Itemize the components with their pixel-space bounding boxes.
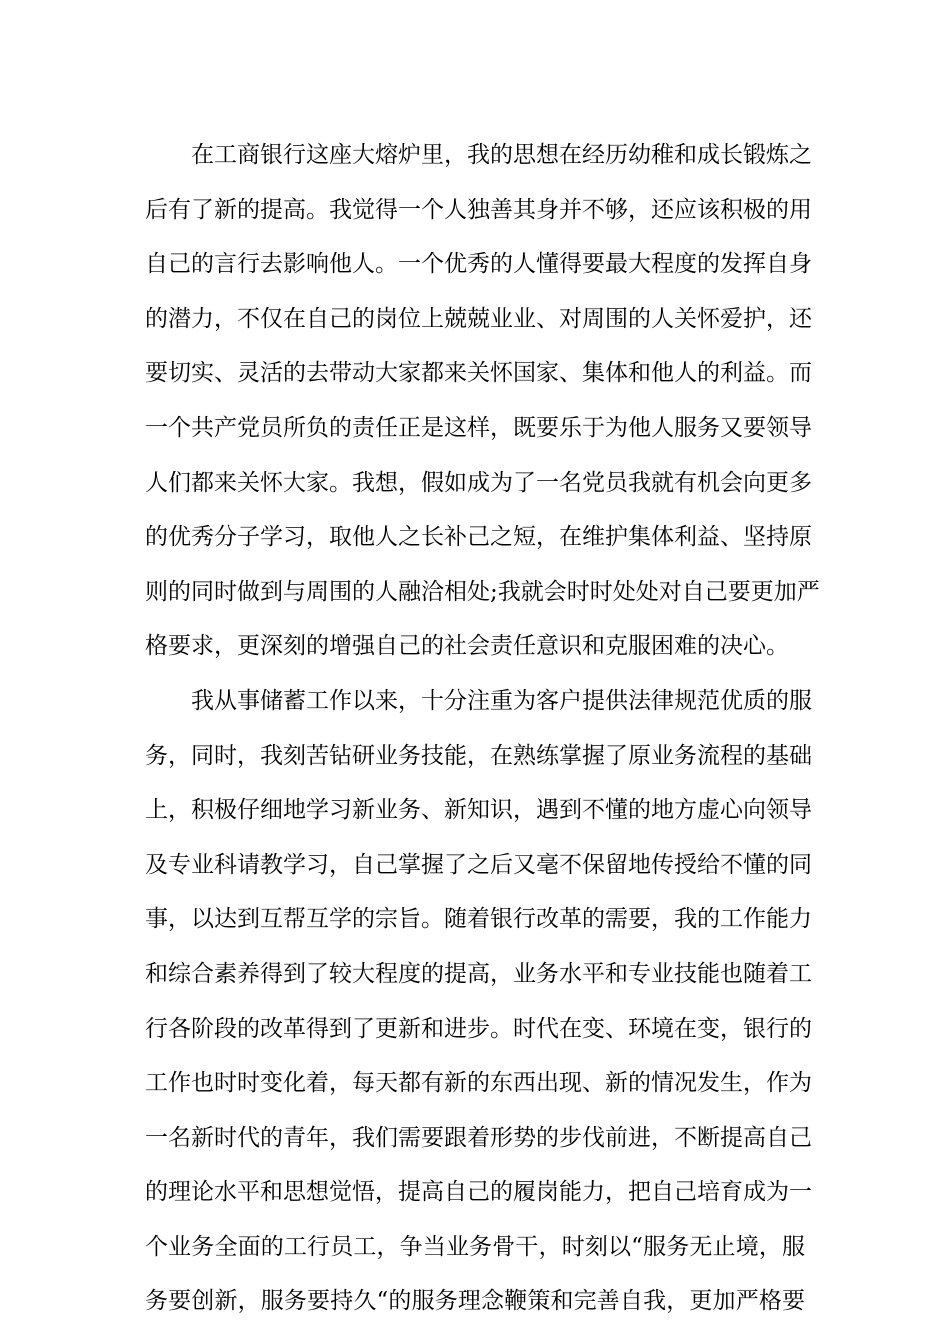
text-line: 的潜力，不仅在自己的岗位上兢兢业业、对周围的人关怀爱护，还 [145,305,812,332]
text-line: 自己的言行去影响他人。一个优秀的人懂得要最大程度的发挥自身 [145,251,812,278]
text-line: 工作也时时变化着，每天都有新的东西出现、新的情况发生，作为 [145,1070,812,1097]
text-line: 后有了新的提高。我觉得一个人独善其身并不够，还应该积极的用 [145,196,812,223]
text-line: 务要创新，服务要持久“的服务理念鞭策和完善自我，更加严格要 [145,1288,805,1315]
text-line: 要切实、灵活的去带动大家都来关怀国家、集体和他人的利益。而 [145,360,812,387]
text-line: 则的同时做到与周围的人融洽相处;我就会时时处处对自己要更加严 [145,578,820,605]
text-line: 务，同时，我刻苦钻研业务技能，在熟练掌握了原业务流程的基础 [145,742,812,769]
text-line: 和综合素养得到了较大程度的提高，业务水平和专业技能也随着工 [145,960,812,987]
text-line: 一名新时代的青年，我们需要跟着形势的步伐前进，不断提高自己 [145,1124,812,1151]
text-line: 的优秀分子学习，取他人之长补己之短，在维护集体利益、坚持原 [145,524,812,551]
paragraph [145,128,820,674]
text-line: 我从事储蓄工作以来，十分注重为客户提供法律规范优质的服 [191,687,812,714]
text-line: 及专业科请教学习，自己掌握了之后又毫不保留地传授给不懂的同 [145,851,812,878]
text-line: 一个共产党员所负的责任正是这样，既要乐于为他人服务又要领导 [145,414,812,441]
text-line: 个业务全面的工行员工，争当业务骨干，时刻以“服务无止境，服 [145,1233,805,1260]
text-line: 行各阶段的改革得到了更新和进步。时代在变、环境在变，银行的 [145,1015,812,1042]
paragraph [145,674,812,1329]
text-line: 上，积极仔细地学习新业务、新知识，遇到不懂的地方虚心向领导 [145,797,812,824]
text-line: 格要求，更深刻的增强自己的社会责任意识和克服困难的决心。 [145,633,789,660]
text-line: 在工商银行这座大熔炉里，我的思想在经历幼稚和成长锻炼之 [191,142,812,168]
text-line: 人们都来关怀大家。我想，假如成为了一名党员我就有机会向更多 [145,469,812,496]
text-line: 的理论水平和思想觉悟，提高自己的履岗能力，把自己培育成为一 [145,1179,812,1206]
document-body [145,128,820,1329]
text-line: 事，以达到互帮互学的宗旨。随着银行改革的需要，我的工作能力 [145,906,812,933]
